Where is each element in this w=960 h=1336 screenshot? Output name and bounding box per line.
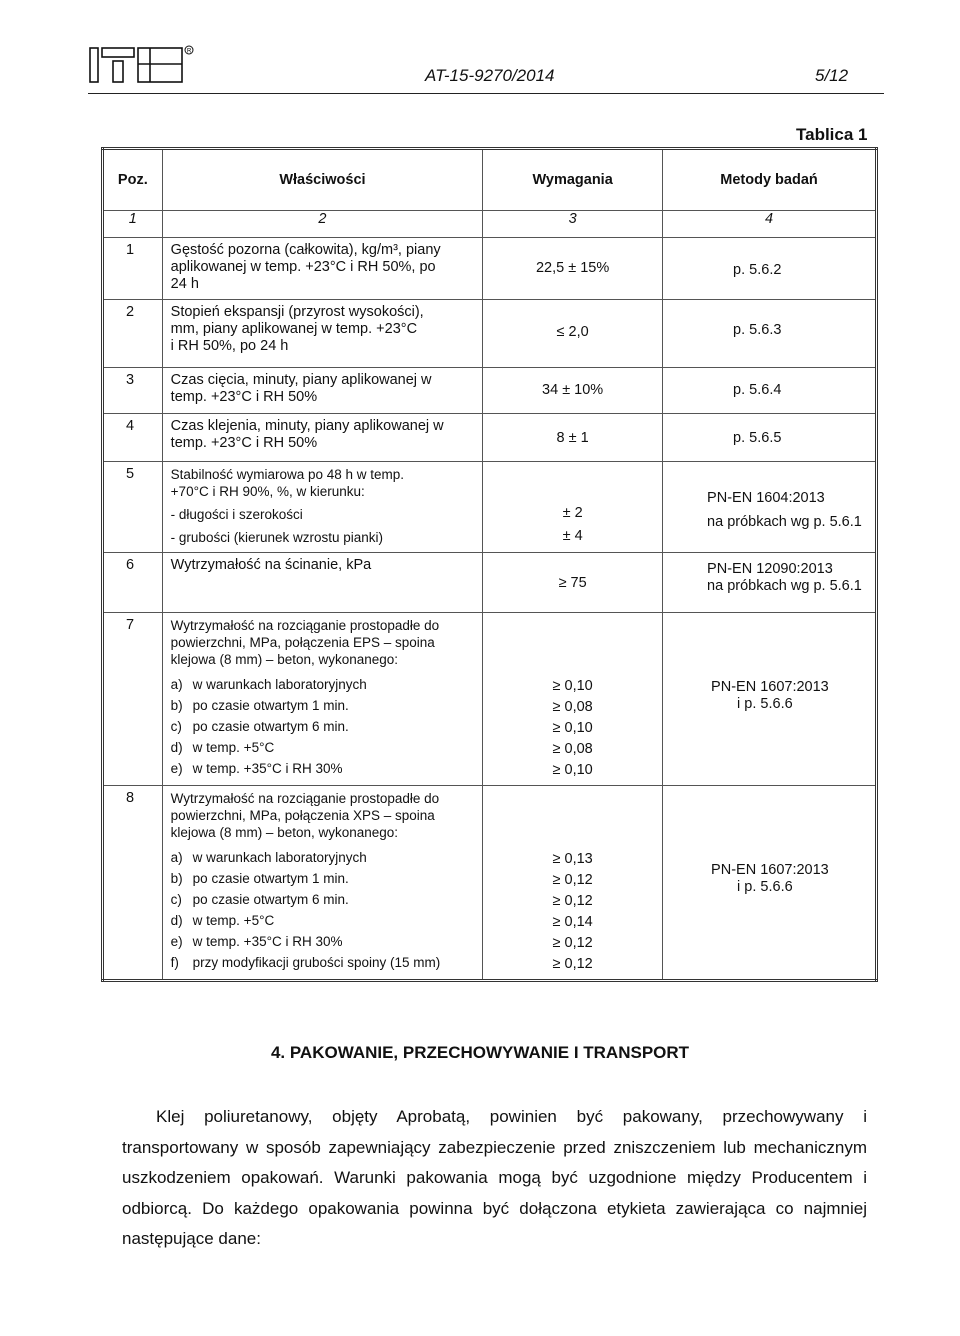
row-requirement: ≥ 0,13 ≥ 0,12 ≥ 0,12 ≥ 0,14 ≥ 0,12 ≥ 0,12	[483, 786, 663, 981]
row-property: Wytrzymałość na rozciąganie prostopadłe do powierzchni, MPa, połączenia XPS – spoina klejowa (8 mm) – beton, wykonanego: a) w warunkach laboratoryjnych b) po czasie otwartym 1 min. c) po czasie otwartym 6 min. d) w temp. +5°C e) w temp. +35°C i RH 30% f) przy modyfikacji grubości spoiny (15 mm)	[162, 786, 483, 981]
list-item: e) w temp. +35°C i RH 30%	[170, 934, 343, 949]
list-item: d) w temp. +5°C	[170, 740, 275, 755]
row-requirement: ± 2 ± 4	[483, 462, 663, 553]
table-row	[103, 462, 877, 553]
row-requirement: 8 ± 1	[483, 414, 663, 462]
page-number: 5/12	[815, 66, 849, 85]
section-paragraph: Klej poliuretanowy, objęty Aprobatą, powinien być pakowany, przechowywany i transportowany w sposób zapewniający zabezpieczenie przed zniszczeniem lub mechanicznym uszkodzeniem opakowań. Warunki pakowania mogą być uzgodnione między Producentem i odbiorcą. Do każdego opakowania powinna być dołączona etykieta zawierająca co najmniej następujące dane:	[122, 1107, 867, 1248]
row-requirement: ≥ 0,10 ≥ 0,08 ≥ 0,10 ≥ 0,08 ≥ 0,10	[483, 613, 663, 786]
list-item: e) w temp. +35°C i RH 30%	[170, 761, 343, 776]
list-item: c) po czasie otwartym 6 min.	[170, 892, 349, 907]
row-property: Czas cięcia, minuty, piany aplikowanej w temp. +23°C i RH 50%	[162, 368, 483, 414]
row-position: 6	[103, 553, 163, 613]
row-property: Wytrzymałość na ścinanie, kPa	[162, 553, 483, 613]
row-method: PN-EN 1607:2013 i p. 5.6.6	[663, 786, 877, 981]
index-cell: 2	[162, 211, 483, 238]
table-row	[103, 238, 877, 300]
table-header-row	[103, 149, 877, 211]
list-item: f) przy modyfikacji grubości spoiny (15 mm)	[170, 955, 441, 970]
row-method: p. 5.6.4	[663, 368, 877, 414]
index-row	[103, 211, 877, 238]
table-row	[103, 368, 877, 414]
row-position: 2	[103, 300, 163, 368]
row-position: 1	[103, 238, 163, 300]
list-item: a) w warunkach laboratoryjnych	[170, 850, 367, 865]
table-caption: Tablica 1	[796, 125, 868, 144]
row-position: 3	[103, 368, 163, 414]
table-row	[103, 414, 877, 462]
section-heading: 4. PAKOWANIE, PRZECHOWYWANIE I TRANSPORT	[270, 1043, 690, 1062]
row-requirement: ≥ 75	[483, 553, 663, 613]
index-cell: 1	[103, 211, 163, 238]
itb-logo	[88, 44, 194, 84]
header-rule	[88, 93, 884, 94]
table-row	[103, 300, 877, 368]
list-item: a) w warunkach laboratoryjnych	[170, 677, 367, 692]
row-method: PN-EN 12090:2013 na próbkach wg p. 5.6.1	[663, 553, 877, 613]
header-properties: Właściwości	[162, 149, 483, 211]
table-row	[103, 553, 877, 613]
row-property: Stabilność wymiarowa po 48 h w temp. +70°C i RH 90%, %, w kierunku: - długości i szerokości - grubości (kierunek wzrostu pianki)	[162, 462, 483, 553]
header-pos: Poz.	[103, 149, 163, 211]
list-item: b) po czasie otwartym 1 min.	[170, 698, 349, 713]
table-row	[103, 613, 877, 786]
document-id: AT-15-9270/2014	[425, 66, 555, 85]
row-method: p. 5.6.5	[663, 414, 877, 462]
row-property: Czas klejenia, minuty, piany aplikowanej w temp. +23°C i RH 50%	[162, 414, 483, 462]
table-row	[103, 786, 877, 981]
row-method: p. 5.6.2	[663, 238, 877, 300]
row-property: Wytrzymałość na rozciąganie prostopadłe do powierzchni, MPa, połączenia EPS – spoina klejowa (8 mm) – beton, wykonanego: a) w warunkach laboratoryjnych b) po czasie otwartym 1 min. c) po czasie otwartym 6 min. d) w temp. +5°C e) w temp. +35°C i RH 30%	[162, 613, 483, 786]
row-requirement: 34 ± 10%	[483, 368, 663, 414]
row-method: p. 5.6.3	[663, 300, 877, 368]
index-cell: 3	[483, 211, 663, 238]
row-position: 4	[103, 414, 163, 462]
list-item: c) po czasie otwartym 6 min.	[170, 719, 349, 734]
row-position: 8	[103, 786, 163, 981]
row-requirement: 22,5 ± 15%	[483, 238, 663, 300]
row-property: Stopień ekspansji (przyrost wysokości), mm, piany aplikowanej w temp. +23°C i RH 50%, po 24 h	[162, 300, 483, 368]
header-requirements: Wymagania	[483, 149, 663, 211]
header-methods: Metody badań	[663, 149, 877, 211]
list-item: d) w temp. +5°C	[170, 913, 275, 928]
properties-table	[101, 147, 878, 982]
row-property: Gęstość pozorna (całkowita), kg/m³, piany aplikowanej w temp. +23°C i RH 50%, po 24 h	[162, 238, 483, 300]
list-item: b) po czasie otwartym 1 min.	[170, 871, 349, 886]
row-position: 7	[103, 613, 163, 786]
row-position: 5	[103, 462, 163, 553]
row-method: PN-EN 1607:2013 i p. 5.6.6	[663, 613, 877, 786]
index-cell: 4	[663, 211, 877, 238]
svg-text:R: R	[187, 48, 192, 55]
row-requirement: ≤ 2,0	[483, 300, 663, 368]
row-method: PN-EN 1604:2013 na próbkach wg p. 5.6.1	[663, 462, 877, 553]
